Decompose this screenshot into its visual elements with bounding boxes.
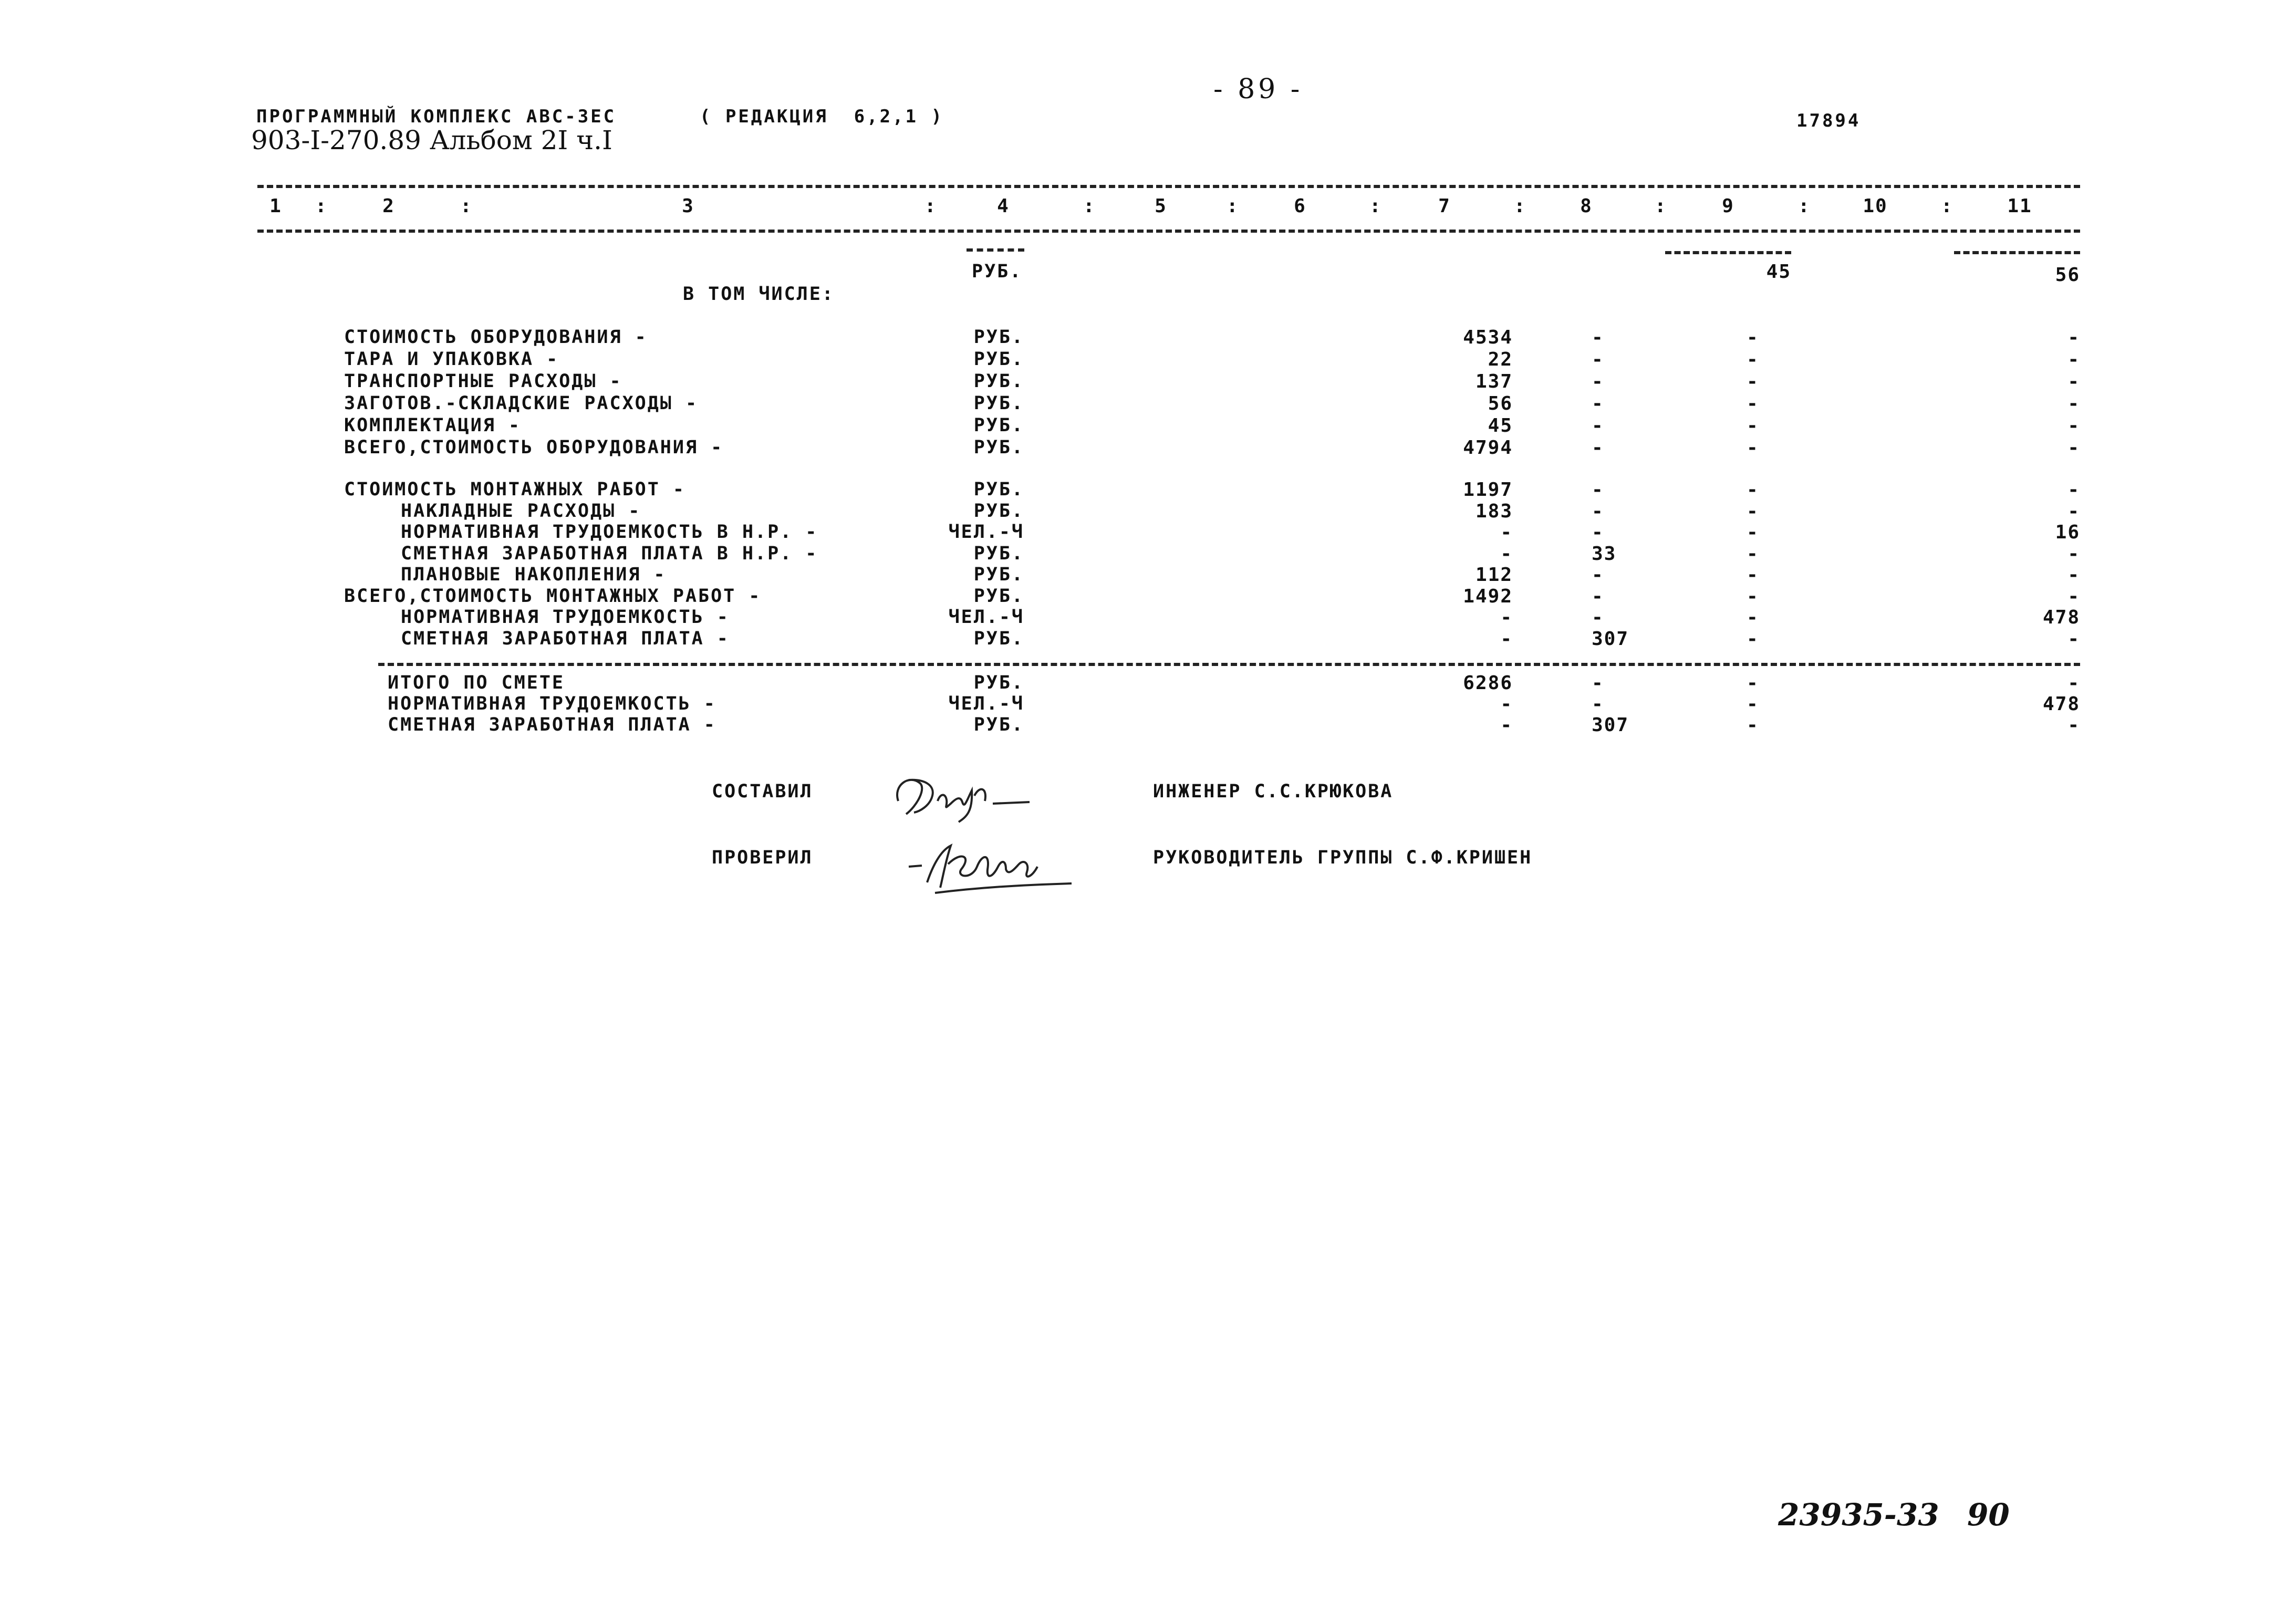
row-label: ТРАНСПОРТНЫЕ РАСХОДЫ - bbox=[344, 371, 622, 392]
row-col8: - bbox=[1592, 371, 1604, 392]
row-unit: РУБ. bbox=[973, 500, 1024, 522]
row-col11: - bbox=[2068, 564, 2080, 586]
row-col7: - bbox=[1500, 693, 1513, 715]
document-code: 17894 bbox=[1796, 110, 1861, 131]
edition: ( РЕДАКЦИЯ 6,2,1 ) bbox=[700, 106, 944, 127]
row-col8: - bbox=[1592, 693, 1604, 715]
header-top-rule bbox=[257, 185, 2080, 188]
album-reference: 903-I-270.89 Альбом 2I ч.I bbox=[251, 125, 612, 155]
col11-overline bbox=[1954, 251, 2080, 254]
row-label: ВСЕГО,СТОИМОСТЬ МОНТАЖНЫХ РАБОТ - bbox=[344, 585, 762, 607]
row-col9: - bbox=[1747, 693, 1759, 715]
row-col8: - bbox=[1592, 479, 1604, 501]
row-unit: РУБ. bbox=[973, 714, 1024, 735]
row-unit: РУБ. bbox=[973, 349, 1024, 370]
col-header-6: 6 bbox=[1294, 195, 1306, 217]
subheading: В ТОМ ЧИСЛЕ: bbox=[683, 284, 835, 305]
row-col8: - bbox=[1592, 393, 1604, 414]
row-col11: - bbox=[2068, 349, 2080, 370]
col-sep: : bbox=[1227, 195, 1239, 217]
total-separator bbox=[378, 663, 2080, 666]
row-col8: - bbox=[1592, 522, 1604, 543]
row-label: НОРМАТИВНАЯ ТРУДОЕМКОСТЬ - bbox=[401, 607, 730, 628]
col-header-9: 9 bbox=[1722, 195, 1734, 217]
row-col8: - bbox=[1592, 500, 1604, 522]
row-col7: 22 bbox=[1488, 349, 1513, 370]
row-col9: - bbox=[1747, 500, 1759, 522]
col-sep: : bbox=[1514, 195, 1526, 217]
row-col9: - bbox=[1747, 393, 1759, 414]
col-header-11: 11 bbox=[2007, 195, 2032, 217]
row-col7: 1197 bbox=[1463, 479, 1513, 501]
row-col9: - bbox=[1747, 543, 1759, 565]
row-col7: - bbox=[1500, 628, 1513, 650]
row-col8: - bbox=[1592, 564, 1604, 586]
row-col7: - bbox=[1500, 607, 1513, 628]
header-bottom-rule bbox=[257, 230, 2080, 233]
col-header-10: 10 bbox=[1863, 195, 1888, 217]
row-label: СТОИМОСТЬ ОБОРУДОВАНИЯ - bbox=[344, 327, 648, 348]
row-col11: - bbox=[2068, 371, 2080, 392]
row-col9: - bbox=[1747, 349, 1759, 370]
row-col11: - bbox=[2068, 327, 2080, 348]
program-line: ПРОГРАММНЫЙ КОМПЛЕКС АВС-ЗЕС bbox=[256, 106, 617, 127]
row-col7: - bbox=[1500, 522, 1513, 543]
row-col11: - bbox=[2068, 672, 2080, 694]
row-col7: 137 bbox=[1475, 371, 1513, 392]
row-col11: - bbox=[2068, 628, 2080, 650]
row-unit: РУБ. bbox=[973, 327, 1024, 348]
col-header-7: 7 bbox=[1438, 195, 1451, 217]
row-col11: - bbox=[2068, 479, 2080, 501]
top-row-col11: 56 bbox=[2055, 264, 2080, 286]
row-col8: 33 bbox=[1592, 543, 1617, 565]
col-header-4: 4 bbox=[997, 195, 1010, 217]
row-unit: РУБ. bbox=[973, 371, 1024, 392]
col-sep: : bbox=[1083, 195, 1096, 217]
footer-sheet-number: 90 bbox=[1967, 1497, 2010, 1533]
row-col11: - bbox=[2068, 500, 2080, 522]
row-col9: - bbox=[1747, 714, 1759, 736]
checked-label: ПРОВЕРИЛ bbox=[712, 847, 813, 868]
row-col11: - bbox=[2068, 585, 2080, 607]
row-label: КОМПЛЕКТАЦИЯ - bbox=[344, 415, 522, 436]
row-unit: РУБ. bbox=[973, 415, 1024, 436]
row-col11: - bbox=[2068, 393, 2080, 414]
page-number: - 89 - bbox=[1213, 74, 1303, 105]
row-col11: - bbox=[2068, 437, 2080, 459]
row-col7: 56 bbox=[1488, 393, 1513, 414]
row-unit: ЧЕЛ.-Ч bbox=[948, 607, 1024, 628]
row-unit: ЧЕЛ.-Ч bbox=[948, 522, 1024, 543]
row-col8: - bbox=[1592, 437, 1604, 459]
row-col8: - bbox=[1592, 607, 1604, 628]
row-unit: РУБ. bbox=[973, 672, 1024, 693]
row-col11: - bbox=[2068, 543, 2080, 565]
row-col11: - bbox=[2068, 714, 2080, 736]
col-header-8: 8 bbox=[1580, 195, 1593, 217]
row-label: СТОИМОСТЬ МОНТАЖНЫХ РАБОТ - bbox=[344, 479, 685, 500]
row-col11: 16 bbox=[2055, 522, 2080, 543]
row-unit: РУБ. bbox=[973, 628, 1024, 649]
compiled-by: ИНЖЕНЕР С.С.КРЮКОВА bbox=[1153, 781, 1394, 802]
row-col8: - bbox=[1592, 349, 1604, 370]
row-col7: 4794 bbox=[1463, 437, 1513, 459]
footer-stamp-number: 23935-33 bbox=[1778, 1497, 1939, 1533]
col-sep: : bbox=[460, 195, 473, 217]
row-col9: - bbox=[1747, 437, 1759, 459]
col-sep: : bbox=[315, 195, 328, 217]
col-sep: : bbox=[924, 195, 937, 217]
compiled-label: СОСТАВИЛ bbox=[712, 781, 813, 802]
row-col8: 307 bbox=[1592, 714, 1629, 736]
row-unit: РУБ. bbox=[973, 437, 1024, 458]
row-col7: 4534 bbox=[1463, 327, 1513, 348]
row-col9: - bbox=[1747, 479, 1759, 501]
row-col7: - bbox=[1500, 714, 1513, 736]
row-col9: - bbox=[1747, 628, 1759, 650]
row-label: ПЛАНОВЫЕ НАКОПЛЕНИЯ - bbox=[401, 564, 667, 585]
row-label: НАКЛАДНЫЕ РАСХОДЫ - bbox=[401, 500, 641, 522]
row-col7: 1492 bbox=[1463, 585, 1513, 607]
row-col7: 183 bbox=[1475, 500, 1513, 522]
row-label: НОРМАТИВНАЯ ТРУДОЕМКОСТЬ - bbox=[388, 693, 716, 714]
row-unit: РУБ. bbox=[973, 564, 1024, 585]
row-col8: - bbox=[1592, 672, 1604, 694]
row-col11: - bbox=[2068, 415, 2080, 436]
row-col8: - bbox=[1592, 415, 1604, 436]
row-col9: - bbox=[1747, 371, 1759, 392]
top-row-col9: 45 bbox=[1766, 261, 1791, 283]
row-unit: ЧЕЛ.-Ч bbox=[948, 693, 1024, 714]
row-label: СМЕТНАЯ ЗАРАБОТНАЯ ПЛАТА В Н.Р. - bbox=[401, 543, 818, 564]
row-col7: 45 bbox=[1488, 415, 1513, 436]
checked-by: РУКОВОДИТЕЛЬ ГРУППЫ С.Ф.КРИШЕН bbox=[1153, 847, 1533, 868]
row-label: НОРМАТИВНАЯ ТРУДОЕМКОСТЬ В Н.Р. - bbox=[401, 522, 818, 543]
row-label: ИТОГО ПО СМЕТЕ bbox=[388, 672, 565, 693]
row-col9: - bbox=[1747, 564, 1759, 586]
compiler-signature bbox=[888, 764, 1040, 827]
col-sep: : bbox=[1798, 195, 1811, 217]
row-col7: 6286 bbox=[1463, 672, 1513, 694]
col-sep: : bbox=[1369, 195, 1382, 217]
row-col8: - bbox=[1592, 585, 1604, 607]
row-col7: - bbox=[1500, 543, 1513, 565]
row-label: СМЕТНАЯ ЗАРАБОТНАЯ ПЛАТА - bbox=[388, 714, 716, 735]
row-col7: 112 bbox=[1475, 564, 1513, 586]
row-col8: 307 bbox=[1592, 628, 1629, 650]
col-sep: : bbox=[1655, 195, 1667, 217]
col-header-2: 2 bbox=[382, 195, 395, 217]
row-col9: - bbox=[1747, 585, 1759, 607]
unit-overline bbox=[967, 248, 1024, 252]
row-col11: 478 bbox=[2042, 693, 2080, 715]
checker-signature bbox=[903, 835, 1082, 898]
row-label: СМЕТНАЯ ЗАРАБОТНАЯ ПЛАТА - bbox=[401, 628, 730, 649]
row-label: ВСЕГО,СТОИМОСТЬ ОБОРУДОВАНИЯ - bbox=[344, 437, 724, 458]
row-label: ЗАГОТОВ.-СКЛАДСКИЕ РАСХОДЫ - bbox=[344, 393, 699, 414]
col-sep: : bbox=[1941, 195, 1954, 217]
top-row-unit: РУБ. bbox=[972, 261, 1023, 282]
row-label: ТАРА И УПАКОВКА - bbox=[344, 349, 559, 370]
col9-overline bbox=[1665, 251, 1791, 254]
row-unit: РУБ. bbox=[973, 543, 1024, 564]
row-col9: - bbox=[1747, 522, 1759, 543]
row-col9: - bbox=[1747, 415, 1759, 436]
col-header-5: 5 bbox=[1155, 195, 1167, 217]
row-unit: РУБ. bbox=[973, 479, 1024, 500]
row-col9: - bbox=[1747, 607, 1759, 628]
row-col9: - bbox=[1747, 672, 1759, 694]
col-header-1: 1 bbox=[269, 195, 282, 217]
row-col8: - bbox=[1592, 327, 1604, 348]
row-unit: РУБ. bbox=[973, 393, 1024, 414]
row-col11: 478 bbox=[2042, 607, 2080, 628]
row-col9: - bbox=[1747, 327, 1759, 348]
row-unit: РУБ. bbox=[973, 585, 1024, 607]
col-header-3: 3 bbox=[682, 195, 694, 217]
